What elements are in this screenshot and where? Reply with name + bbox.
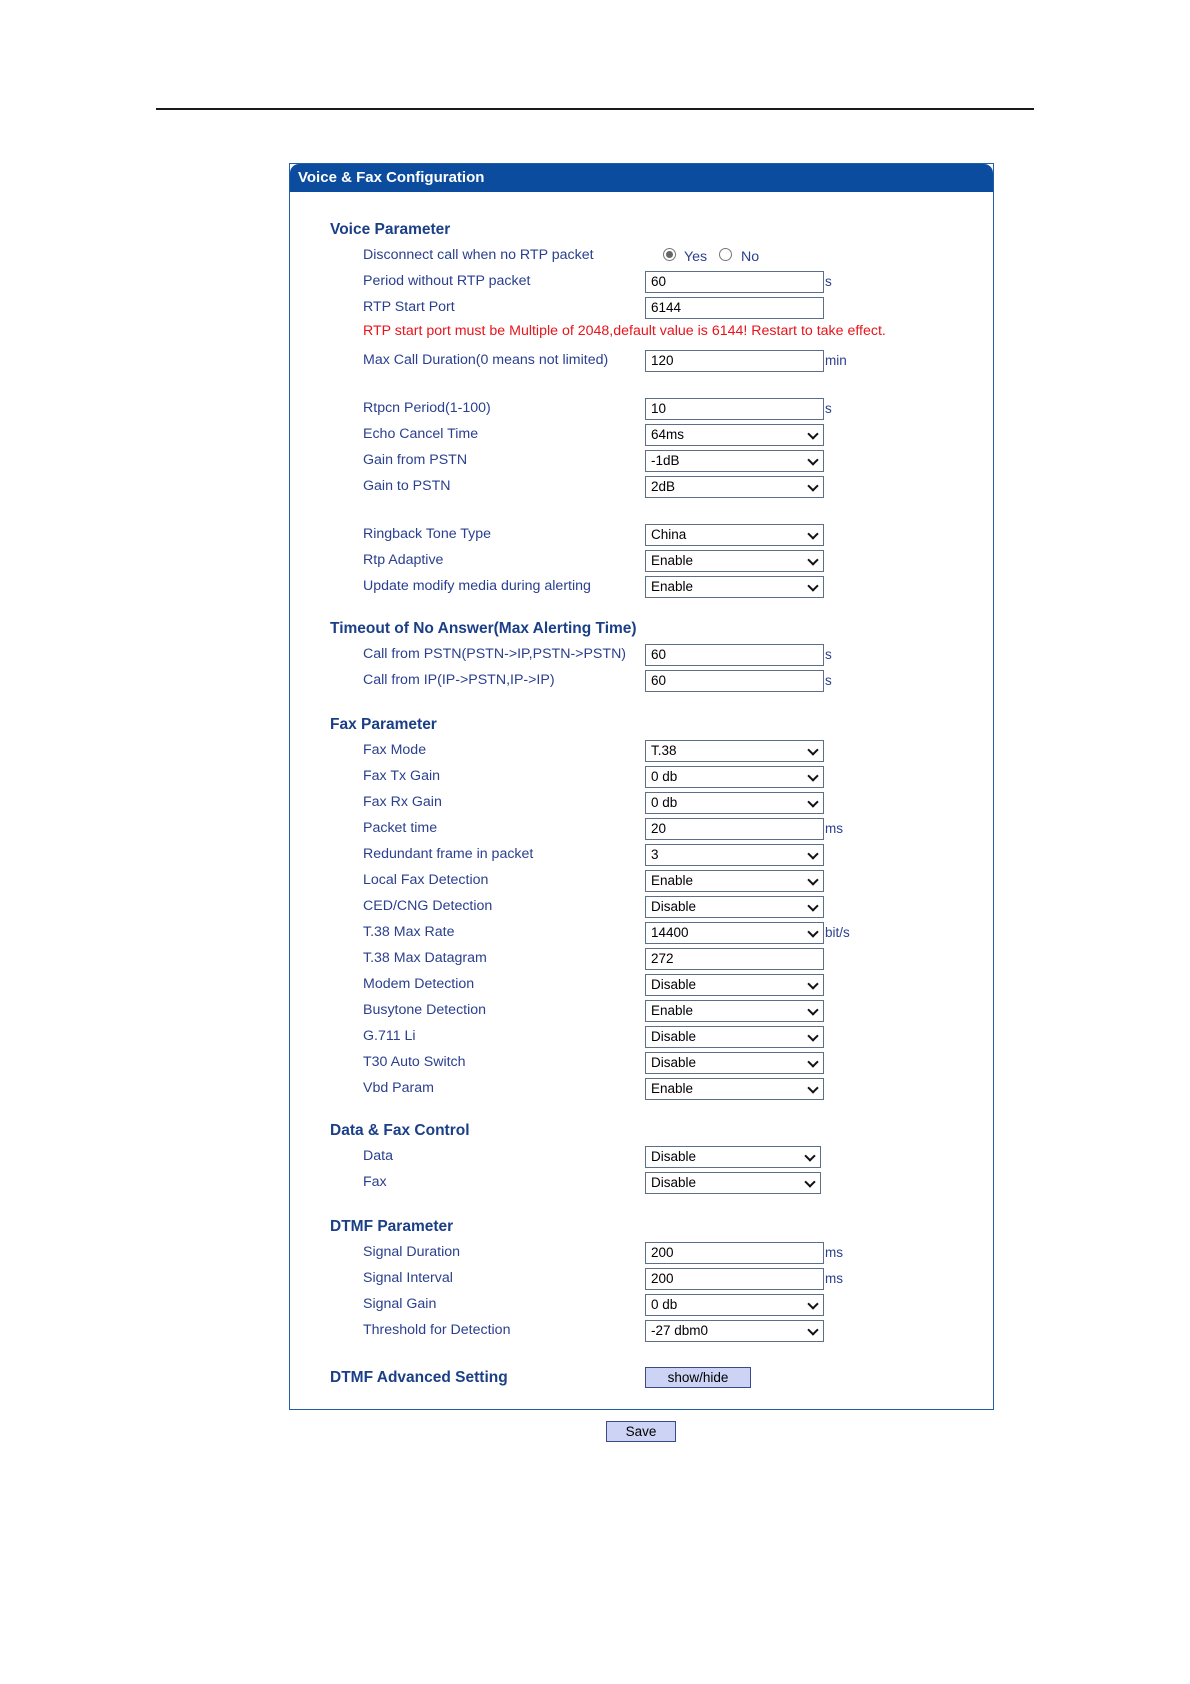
signal-duration-unit: ms	[825, 1245, 843, 1260]
ringback-label: Ringback Tone Type	[363, 526, 492, 542]
disconnect-no-radio[interactable]	[719, 248, 732, 261]
update-media-select[interactable]: Enable	[645, 576, 824, 598]
section-dtmf-parameter: DTMF Parameter	[330, 1218, 454, 1235]
section-fax-parameter: Fax Parameter	[330, 716, 437, 733]
t38-datagram-label: T.38 Max Datagram	[363, 950, 487, 966]
echo-select[interactable]: 64ms	[645, 424, 824, 446]
packet-time-input[interactable]: 20	[645, 818, 824, 840]
show-hide-button[interactable]: show/hide	[645, 1367, 751, 1388]
g711-label: G.711 Li	[363, 1028, 416, 1044]
threshold-label: Threshold for Detection	[363, 1322, 511, 1338]
signal-duration-input[interactable]: 200	[645, 1242, 824, 1264]
t38-max-rate-select[interactable]: 14400	[645, 922, 824, 944]
fax-mode-select[interactable]: T.38	[645, 740, 824, 762]
disconnect-yes-label: Yes	[684, 249, 708, 265]
ip-timeout-input[interactable]: 60	[645, 670, 824, 692]
top-rule	[156, 108, 1034, 110]
g711-select[interactable]: Disable	[645, 1026, 824, 1048]
max-call-input[interactable]: 120	[645, 350, 824, 372]
echo-label: Echo Cancel Time	[363, 426, 479, 442]
pstn-timeout-input[interactable]: 60	[645, 644, 824, 666]
signal-duration-label: Signal Duration	[363, 1244, 461, 1260]
fax-rx-select[interactable]: 0 db	[645, 792, 824, 814]
period-unit: s	[825, 274, 832, 289]
signal-gain-label: Signal Gain	[363, 1296, 437, 1312]
gain-from-select[interactable]: -1dB	[645, 450, 824, 472]
vbd-select[interactable]: Enable	[645, 1078, 824, 1100]
data-select[interactable]: Disable	[645, 1146, 821, 1168]
rtpcn-unit: s	[825, 401, 832, 416]
period-label: Period without RTP packet	[363, 273, 531, 289]
ced-cng-select[interactable]: Disable	[645, 896, 824, 918]
t38-max-rate-unit: bit/s	[825, 925, 850, 940]
disconnect-yes-radio[interactable]	[663, 248, 676, 261]
t30-label: T30 Auto Switch	[363, 1054, 466, 1070]
disconnect-no-label: No	[741, 249, 760, 265]
rtp-start-label: RTP Start Port	[363, 299, 455, 315]
busytone-label: Busytone Detection	[363, 1002, 487, 1018]
signal-interval-unit: ms	[825, 1271, 843, 1286]
fax-tx-select[interactable]: 0 db	[645, 766, 824, 788]
signal-interval-input[interactable]: 200	[645, 1268, 824, 1290]
fax-rx-label: Fax Rx Gain	[363, 794, 442, 810]
rtp-start-note: RTP start port must be Multiple of 2048,default value is 6144! Restart to take effect.	[363, 323, 886, 339]
vbd-label: Vbd Param	[363, 1080, 434, 1096]
rtp-adaptive-select[interactable]: Enable	[645, 550, 824, 572]
ip-timeout-label: Call from IP(IP->PSTN,IP->IP)	[363, 672, 555, 688]
section-data-fax-control: Data & Fax Control	[330, 1122, 470, 1139]
panel-title: Voice & Fax Configuration	[290, 164, 993, 192]
signal-gain-select[interactable]: 0 db	[645, 1294, 824, 1316]
pstn-timeout-label: Call from PSTN(PSTN->IP,PSTN->PSTN)	[363, 646, 627, 662]
update-media-label: Update modify media during alerting	[363, 578, 591, 594]
signal-interval-label: Signal Interval	[363, 1270, 453, 1286]
gain-to-select[interactable]: 2dB	[645, 476, 824, 498]
modem-label: Modem Detection	[363, 976, 475, 992]
disconnect-label: Disconnect call when no RTP packet	[363, 247, 594, 263]
ip-timeout-unit: s	[825, 673, 832, 688]
t38-max-rate-label: T.38 Max Rate	[363, 924, 455, 940]
packet-time-label: Packet time	[363, 820, 438, 836]
busytone-select[interactable]: Enable	[645, 1000, 824, 1022]
gain-from-label: Gain from PSTN	[363, 452, 468, 468]
section-timeout: Timeout of No Answer(Max Alerting Time)	[330, 620, 637, 637]
ringback-select[interactable]: China	[645, 524, 824, 546]
ced-cng-label: CED/CNG Detection	[363, 898, 493, 914]
local-fax-label: Local Fax Detection	[363, 872, 489, 888]
t30-select[interactable]: Disable	[645, 1052, 824, 1074]
gain-to-label: Gain to PSTN	[363, 478, 451, 494]
fax-mode-label: Fax Mode	[363, 742, 427, 758]
t38-datagram-input[interactable]: 272	[645, 948, 824, 970]
rtpcn-input[interactable]: 10	[645, 398, 824, 420]
max-call-label: Max Call Duration(0 means not limited)	[363, 352, 609, 368]
rtp-start-input[interactable]: 6144	[645, 297, 824, 319]
section-voice-parameter: Voice Parameter	[330, 221, 451, 238]
modem-select[interactable]: Disable	[645, 974, 824, 996]
data-label: Data	[363, 1148, 393, 1164]
redundant-select[interactable]: 3	[645, 844, 824, 866]
rtpcn-label: Rtpcn Period(1-100)	[363, 400, 491, 416]
redundant-label: Redundant frame in packet	[363, 846, 534, 862]
save-button[interactable]: Save	[606, 1421, 676, 1442]
pstn-timeout-unit: s	[825, 647, 832, 662]
packet-time-unit: ms	[825, 821, 843, 836]
period-input[interactable]: 60	[645, 271, 824, 293]
max-call-unit: min	[825, 353, 847, 368]
section-dtmf-advanced: DTMF Advanced Setting	[330, 1369, 508, 1386]
local-fax-select[interactable]: Enable	[645, 870, 824, 892]
rtp-adaptive-label: Rtp Adaptive	[363, 552, 444, 568]
fax-tx-label: Fax Tx Gain	[363, 768, 441, 784]
fax-control-label: Fax	[363, 1174, 387, 1190]
threshold-select[interactable]: -27 dbm0	[645, 1320, 824, 1342]
fax-control-select[interactable]: Disable	[645, 1172, 821, 1194]
